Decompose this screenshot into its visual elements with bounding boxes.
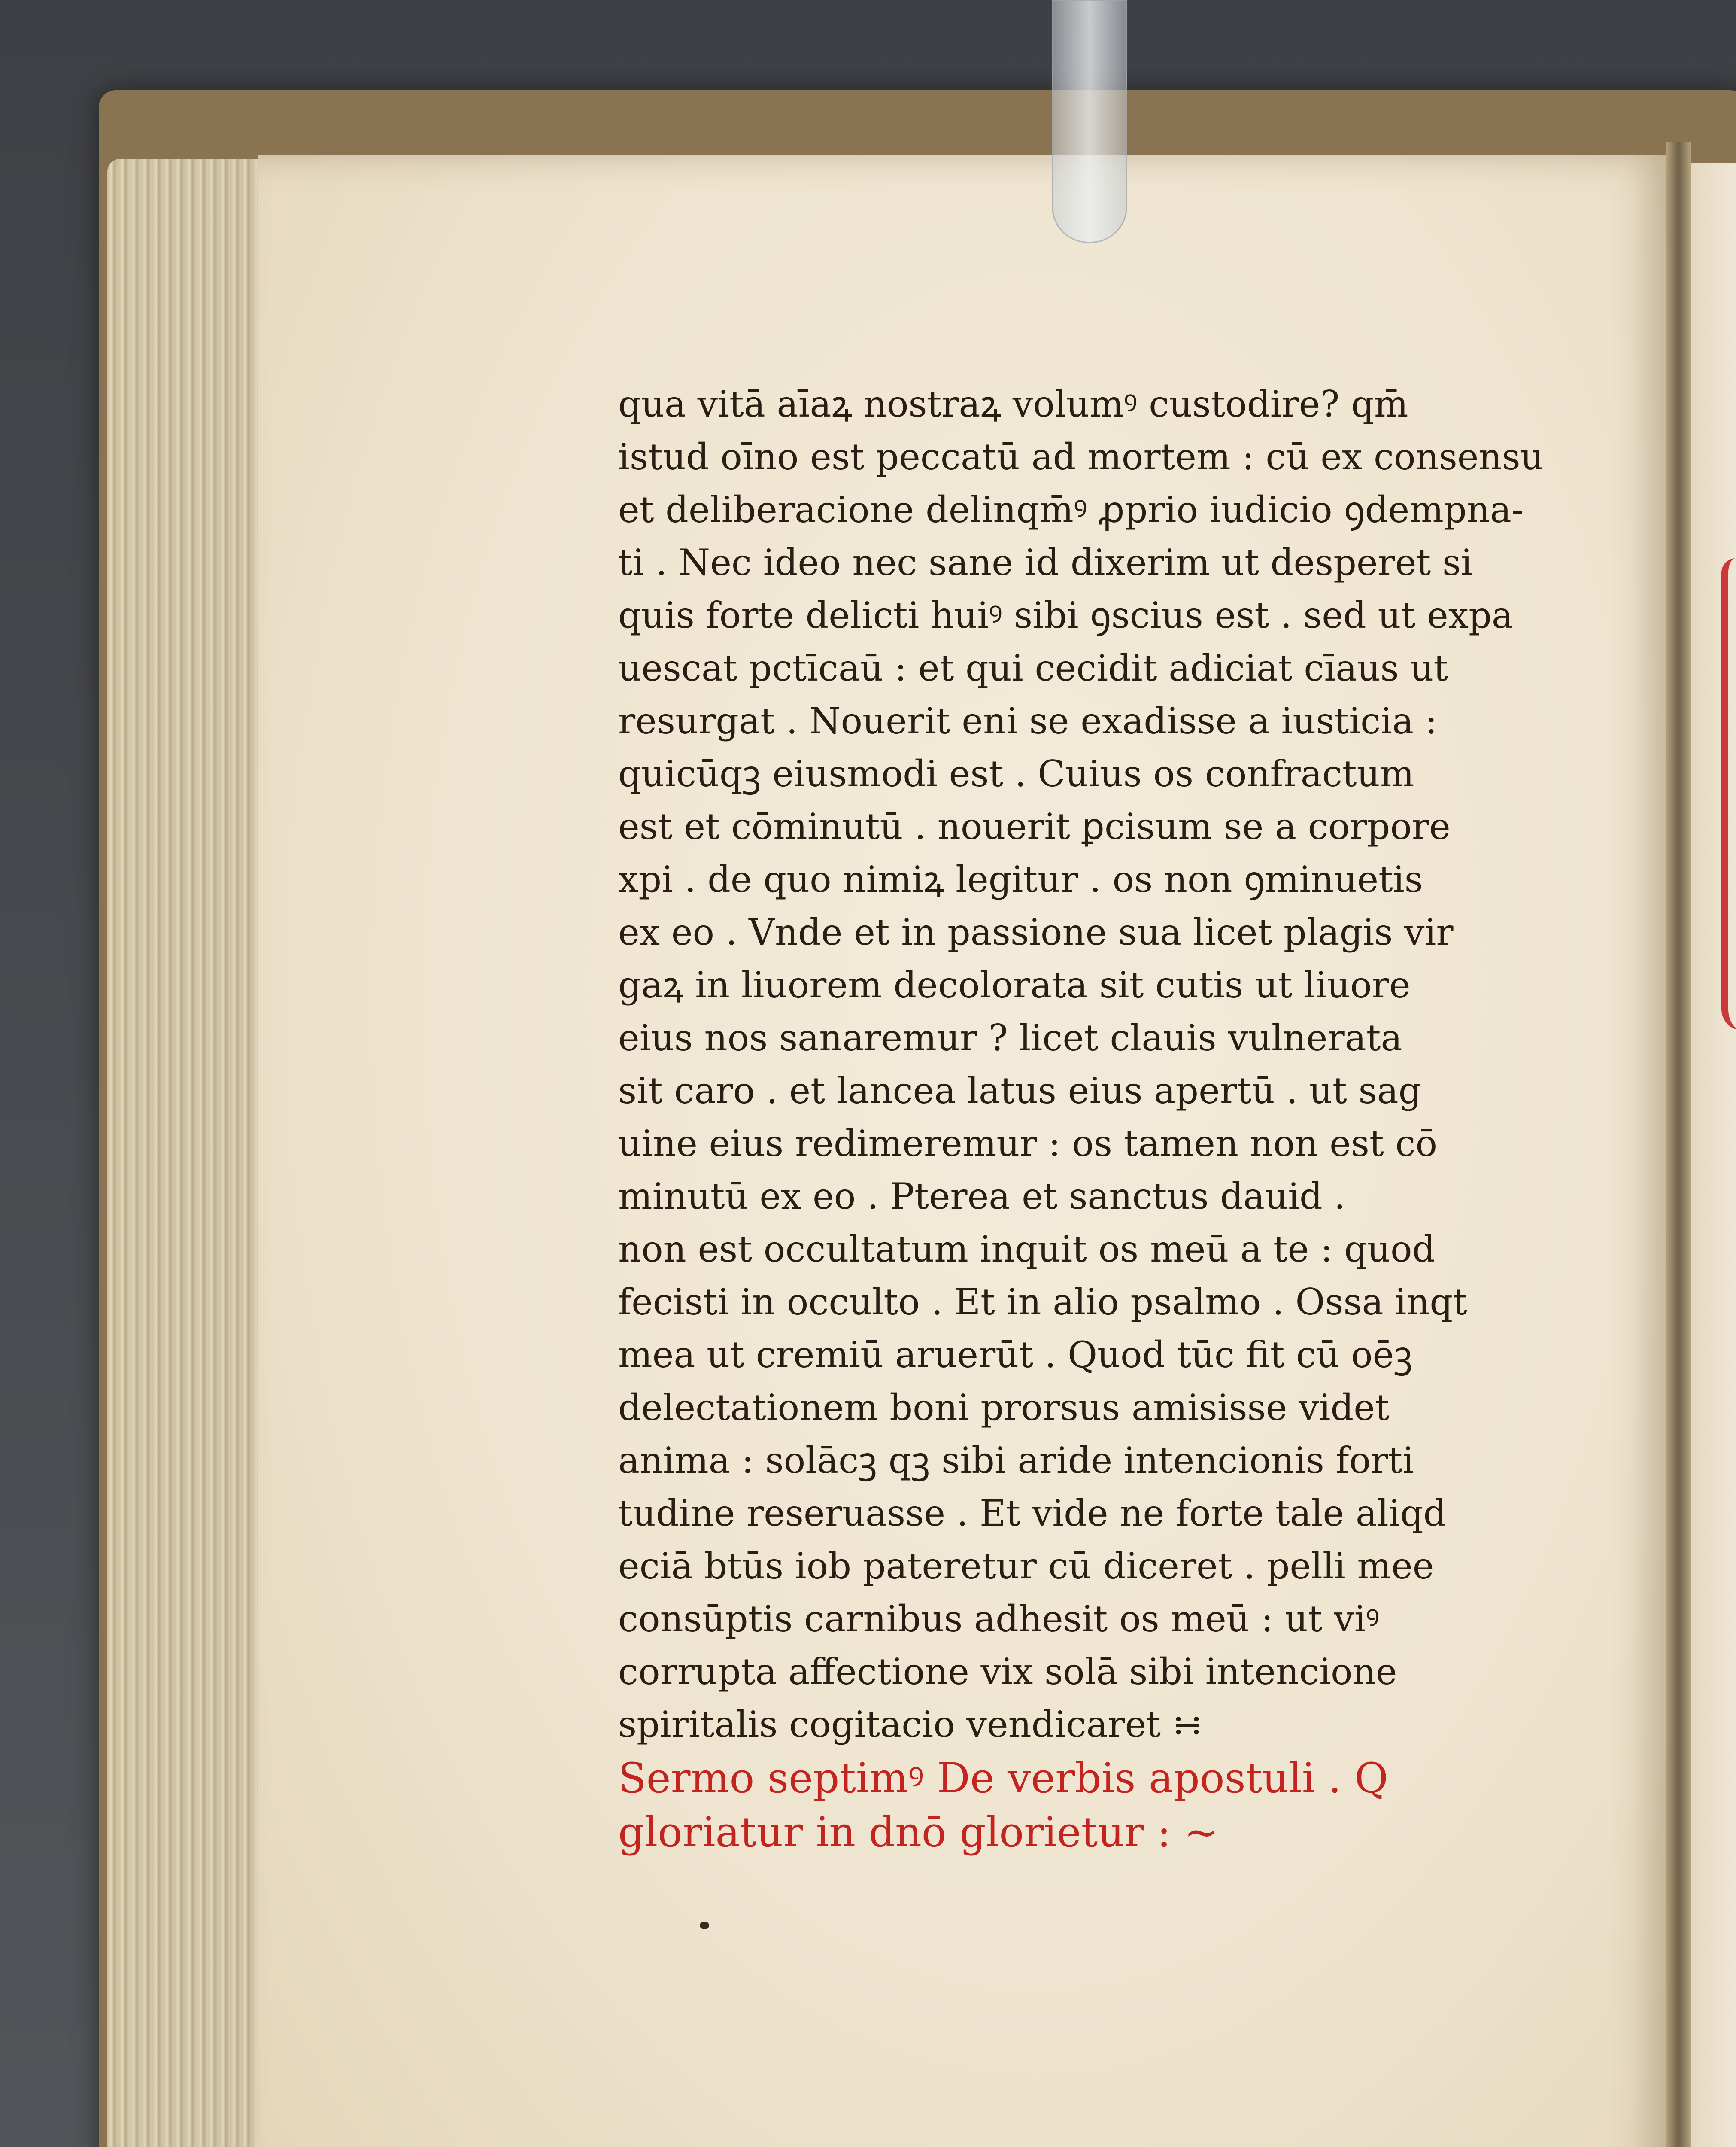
text-line: eciā btūs iob pateretur cū diceret . pelli mee [618, 1545, 1434, 1587]
text-line: resurgat . Nouerit eni se exadisse a iusticia : [618, 700, 1438, 742]
text-line: est et cōminutū . nouerit ꝑcisum se a corpore [618, 806, 1451, 848]
rubric-line: Sermo septimꝰ De verbis apostuli . Q [618, 1754, 1388, 1802]
text-line: uine eius redimeremur : os tamen non est cō [618, 1122, 1438, 1165]
text-line: consūptis carnibus adhesit os meū : ut viꝰ [618, 1598, 1380, 1640]
text-line: delectationem boni prorsus amisisse videt [618, 1387, 1390, 1429]
manuscript-text [618, 378, 1567, 1859]
book-gutter [1666, 142, 1691, 2147]
text-line: eius nos sanaremur ? licet clauis vulnerata [618, 1017, 1402, 1059]
right-page-edge [1691, 163, 1736, 2147]
text-line: quis forte delicti huiꝰ sibi ꝯscius est . sed ut expa [618, 594, 1513, 636]
text-line: non est occultatum inquit os meū a te : quod [618, 1228, 1436, 1270]
text-line: mea ut cremiū aruerūt . Quod tūc fit cū oēꝫ [618, 1334, 1413, 1376]
page-edges [107, 159, 270, 2147]
text-line: xpi . de quo nimiꝝ legitur . os non ꝯminuetis [618, 858, 1423, 900]
red-flourish [1721, 558, 1736, 1031]
text-line: sit caro . et lancea latus eius apertū . ut sag [618, 1070, 1422, 1112]
text-line: qua vitā aīaꝝ nostraꝝ volumꝰ custodire? qm̄ [618, 383, 1408, 425]
text-line: quicūqꝫ eiusmodi est . Cuius os confractum [618, 753, 1414, 795]
text-line: ti . Nec ideo nec sane id dixerim ut desperet si [618, 541, 1472, 584]
text-line: anima : solācꝫ qꝫ sibi aride intencionis forti [618, 1439, 1414, 1481]
text-line: ex eo . Vnde et in passione sua licet plagis vir [618, 911, 1454, 953]
text-line: gaꝝ in liuorem decolorata sit cutis ut liuore [618, 964, 1411, 1006]
text-line: spiritalis cogitacio vendicaret ∺ [618, 1703, 1203, 1746]
text-line: istud oīno est peccatū ad mortem : cū ex consensu [618, 436, 1544, 478]
text-line: minutū ex eo . Pterea et sanctus dauid . [618, 1175, 1346, 1217]
text-line: fecisti in occulto . Et in alio psalmo . Ossa inqt [618, 1281, 1467, 1323]
rubric-line: gloriatur in dnō glorietur : ~ [618, 1808, 1219, 1856]
page-clip-top [1052, 0, 1127, 243]
text-line: uescat pctīcaū : et qui cecidit adiciat cīaus ut [618, 647, 1448, 689]
text-line: et deliberacione delinqm̄ꝰ ꝓprio iudicio ꝯdempna- [618, 489, 1524, 531]
ink-dot [700, 1922, 709, 1929]
text-line: corrupta affectione vix solā sibi intencione [618, 1651, 1397, 1693]
text-line: tudine reseruasse . Et vide ne forte tale aliqd [618, 1492, 1447, 1534]
